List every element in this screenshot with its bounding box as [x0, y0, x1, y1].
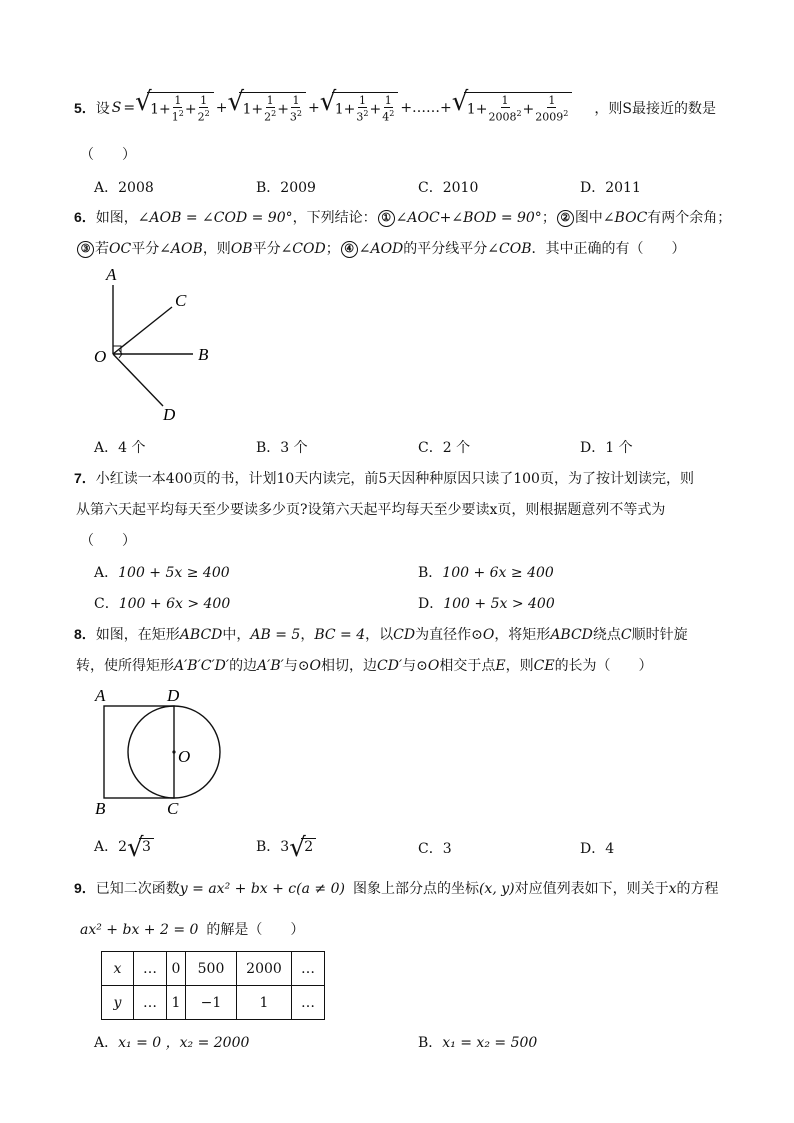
option-d[interactable]: D．1 个 — [580, 440, 633, 456]
label-b: B — [198, 345, 209, 364]
right-angle-mark — [113, 346, 121, 354]
circled-2: ② — [557, 210, 574, 227]
label-o: O — [178, 747, 191, 766]
option-a[interactable]: A．4 个 — [94, 440, 146, 456]
question-6-line-2: ③ 若OC平分∠AOB，则OB平分∠COD； ④ ∠AOD的平分线平分∠COB．其中正确的有（ ） — [76, 238, 686, 258]
label-c: C — [167, 799, 179, 818]
circled-1: ① — [378, 210, 395, 227]
right-angle-mark — [119, 350, 122, 358]
question-7-line-1: 7．小红读一本400页的书，计划10天内读完，前5天因种种原因只读了100页，为了按计划读完，则 — [74, 470, 694, 487]
question-5 — [74, 88, 716, 128]
question-number: 5． — [74, 100, 96, 116]
option-a[interactable]: A．x₁ = 0 ，x₂ = 2000 — [94, 1035, 250, 1051]
question-text: 设 — [95, 101, 110, 117]
table-row: y … 1 −1 1 … — [102, 986, 325, 1020]
option-d[interactable]: D．4 — [580, 841, 615, 857]
option-b[interactable]: B．x₁ = x₂ = 500 — [418, 1035, 538, 1051]
label-a: A — [95, 686, 106, 705]
answer-paren: （ ） — [80, 147, 136, 163]
label-c: C — [175, 291, 187, 310]
plus-sign: + — [308, 100, 320, 116]
center-point — [172, 750, 175, 753]
option-a[interactable]: A．2√ 3 — [94, 836, 154, 856]
sqrt-term: √ 1+ $\frac{1}{2^2}$ + $\frac{1}{3^2}$ — [239, 92, 306, 124]
sqrt-term: √ 1+ $\frac{1}{1^2}$ + $\frac{1}{2^2}$ — [147, 92, 214, 124]
question-tail: ，则S最接近的数是 — [594, 101, 716, 117]
option-c[interactable]: C．2 个 — [418, 440, 471, 456]
question-9-line-1: 9．已知二次函数y = ax² + bx + c(a ≠ 0) 图象上部分点的坐标(x, y)对应值列表如下，则关于x的方程 — [74, 880, 719, 897]
table-row: x … 0 500 2000 … — [102, 952, 325, 986]
sqrt-term: √ 1+ $\frac{1}{2008^2}$ + $\frac{1}{2009^2}$ — [464, 92, 573, 124]
answer-paren: （ ） — [80, 533, 136, 549]
question-6-line-1: 6．如图，∠AOB = ∠COD = 90°，下列结论： ① ∠AOC+∠BOD = 90°； ② 图中∠BOC有两个余角； — [74, 209, 732, 226]
circled-3: ③ — [77, 241, 94, 258]
option-c[interactable]: C．2010 — [418, 180, 479, 196]
option-b[interactable]: B．2009 — [256, 180, 316, 196]
circled-4: ④ — [341, 241, 358, 258]
option-c[interactable]: C．100 + 6x > 400 — [94, 596, 231, 612]
label-o: O — [94, 347, 107, 366]
question-8-line-2: 转，使所得矩形A′B′C′D′的边A′B′与⊙O相切，边CD′与⊙O相交于点E，则CE的长为（ ） — [76, 658, 653, 674]
question-8-line-1: 8．如图，在矩形ABCD中，AB = 5，BC = 4，以CD为直径作⊙O，将矩形ABCD绕点C顺时针旋 — [74, 626, 688, 643]
label-a: A — [106, 265, 117, 284]
ellipsis-plus: +……+ — [400, 100, 452, 116]
plus-sign: + — [215, 100, 228, 116]
ray-oc — [113, 307, 172, 354]
option-b[interactable]: B．3 个 — [256, 440, 308, 456]
rectangle-abcd — [104, 706, 174, 798]
circle-o — [128, 706, 220, 798]
option-a[interactable]: A．2008 — [94, 180, 154, 196]
value-table — [101, 951, 325, 1020]
option-a[interactable]: A．100 + 5x ≥ 400 — [94, 565, 230, 581]
variable-s: S — [111, 100, 122, 116]
option-b[interactable]: B．3√ 2 — [256, 836, 316, 856]
label-b: B — [95, 799, 106, 818]
option-d[interactable]: D．2011 — [580, 180, 641, 196]
option-b[interactable]: B．100 + 6x ≥ 400 — [418, 565, 554, 581]
question-9-line-2: ax² + bx + 2 = 0 的解是（ ） — [80, 922, 305, 938]
equals-sign: = — [123, 100, 136, 116]
label-d: D — [167, 686, 180, 705]
option-c[interactable]: C．3 — [418, 841, 452, 857]
ray-od — [113, 354, 163, 406]
sqrt-term: √ 1+ $\frac{1}{3^2}$ + $\frac{1}{4^2}$ — [332, 92, 399, 124]
option-d[interactable]: D．100 + 5x > 400 — [418, 596, 555, 612]
question-7-line-2: 从第六天起平均每天至少要读多少页?设第六天起平均每天至少要读x页，则根据题意列不等式为 — [76, 502, 666, 518]
label-d: D — [163, 405, 176, 424]
